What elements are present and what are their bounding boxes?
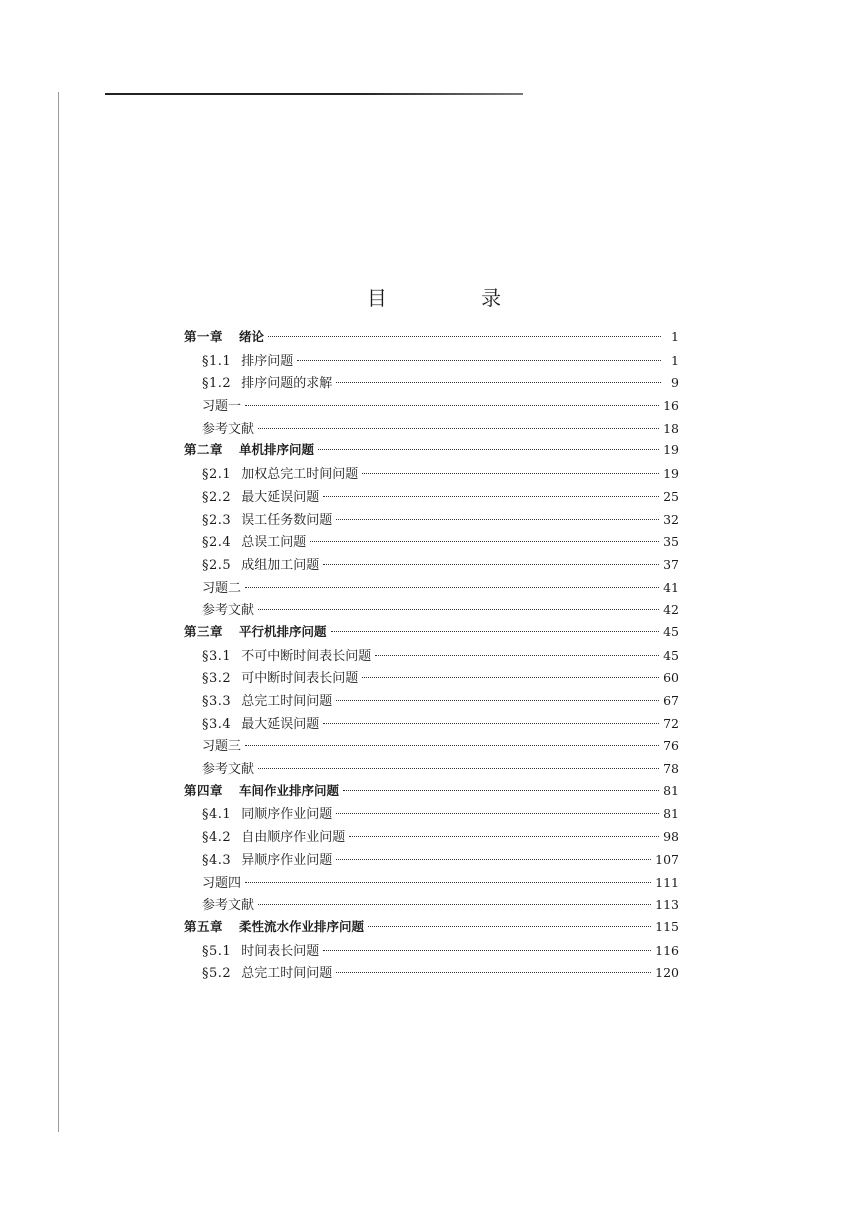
toc-chapter-entry[interactable] [184,327,679,350]
toc-entry-label: 时间表长问题 [241,943,320,959]
toc-entry-heading [202,372,332,391]
toc-entry-label: 车间作业排序问题 [239,782,340,798]
toc-entry-label: 习题二 [202,580,242,596]
dot-leader [258,609,659,610]
dot-leader [323,564,659,565]
toc-section-entry[interactable] [184,803,679,826]
toc-page-number: 41 [663,579,679,595]
toc-section-entry[interactable] [184,962,679,985]
toc-entry-heading [202,940,319,959]
page-title: 目 录 [366,286,546,310]
toc-entry-label: 总误工问题 [241,535,307,551]
dot-leader [245,587,659,588]
toc-page-number: 19 [663,466,679,482]
toc-entry-heading [202,849,332,868]
toc-entry-label: 柔性流水作业排序问题 [239,918,365,934]
toc-section-entry[interactable] [184,758,679,781]
toc-entry-heading [202,577,241,596]
toc-entry-heading [202,758,254,777]
toc-section-entry[interactable] [184,690,679,713]
toc-entry-number: §4.1 [202,807,232,823]
header-rule [105,93,523,95]
toc-entry-heading [184,440,314,458]
toc-entry-number: §1.1 [202,353,232,369]
toc-entry-label: 异顺序作业问题 [241,852,333,868]
toc-section-entry[interactable] [184,509,679,532]
toc-section-entry[interactable] [184,849,679,872]
toc-entry-number: §4.3 [202,852,232,868]
toc-entry-label: 加权总完工时间问题 [241,467,359,483]
toc-entry-number: §3.1 [202,648,232,664]
toc-entry-label: 不可中断时间表长问题 [241,648,372,664]
toc-entry-label: 排序问题的求解 [241,376,333,392]
toc-entry-heading [202,803,332,822]
dot-leader [336,382,661,383]
toc-entry-label: 最大延误问题 [241,716,320,732]
dot-leader [336,700,659,701]
toc-page-number: 45 [663,623,679,639]
toc-entry-number: §2.2 [202,489,232,505]
toc-entry-heading [184,327,264,345]
toc-section-entry[interactable] [184,577,679,600]
toc-page-number: 116 [655,942,679,958]
toc-section-entry[interactable] [184,645,679,668]
toc-entry-number: §2.1 [202,467,232,483]
dot-leader [258,904,651,905]
toc-page-number: 107 [655,851,679,867]
toc-entry-heading [202,735,241,754]
toc-entry-heading [202,509,332,528]
toc-section-entry[interactable] [184,872,679,895]
toc-entry-heading [202,350,293,369]
toc-page-number: 18 [663,420,679,436]
toc-page-number: 42 [663,602,679,618]
toc-entry-heading [202,463,358,482]
toc-entry-label: 总完工时间问题 [241,966,333,982]
toc-entry-number: §2.5 [202,557,232,573]
toc-entry-heading [202,418,254,437]
page-edge-line [58,92,59,1132]
toc-page-number: 16 [663,398,679,414]
toc-section-entry[interactable] [184,350,679,373]
toc-entry-number: §3.3 [202,694,232,709]
toc-entry-number: §5.1 [202,943,232,959]
toc-page-number: 98 [663,829,679,845]
dot-leader [336,813,659,814]
toc-page-number: 1 [671,352,679,368]
toc-section-entry[interactable] [184,395,679,418]
dot-leader [323,496,659,497]
dot-leader [368,926,651,927]
toc-entry-number: §2.3 [202,512,232,528]
toc-entry-number: §3.2 [202,671,232,687]
dot-leader [362,677,659,678]
toc-entry-label: 绪论 [239,329,265,344]
toc-section-entry[interactable] [184,599,679,622]
toc-entry-number: §3.4 [202,716,232,732]
toc-entry-heading [202,554,319,573]
toc-page-number: 32 [663,511,679,527]
toc-entry-number: §4.2 [202,830,232,846]
toc-chapter-entry[interactable] [184,622,679,645]
dot-leader [343,790,659,791]
toc-entry-label: 自由顺序作业问题 [241,830,346,846]
toc-section-entry[interactable] [184,940,679,963]
dot-leader [268,336,661,337]
toc-chapter-entry[interactable] [184,917,679,940]
toc-page-number: 72 [663,715,679,731]
toc-section-entry[interactable] [184,372,679,395]
toc-entry-heading [202,599,254,618]
toc-entry-heading [202,894,254,913]
toc-entry-heading [202,713,319,732]
toc-section-entry[interactable] [184,826,679,849]
toc-entry-label: 排序问题 [241,353,294,369]
toc-page-number: 60 [663,670,679,686]
toc-section-entry[interactable] [184,463,679,486]
toc-entry-heading [202,690,332,709]
dot-leader [245,882,651,883]
toc-entry-label: 平行机排序问题 [239,623,327,639]
dot-leader [318,449,659,450]
dot-leader [349,836,659,837]
toc-page-number: 115 [655,918,679,934]
dot-leader [331,631,660,632]
toc-page-number: 78 [663,761,679,777]
toc-page-number: 81 [663,782,679,798]
toc-entry-heading [202,645,371,664]
toc-entry-label: 误工任务数问题 [241,512,333,528]
dot-leader [245,405,659,406]
toc-entry-label: 参考文献 [202,421,255,437]
toc-entry-number: §5.2 [202,966,232,982]
dot-leader [362,473,659,474]
toc-page-number: 37 [663,556,679,572]
toc-entry-label: 参考文献 [202,762,255,778]
toc-entry-number: 第五章 [184,918,224,934]
toc-entry-heading [202,667,358,686]
dot-leader [336,519,659,520]
toc-page-number: 1 [671,329,679,344]
table-of-contents [184,327,679,985]
dot-leader [336,972,651,973]
toc-entry-label: 习题四 [202,875,242,891]
dot-leader [258,768,659,769]
toc-entry-label: 参考文献 [202,898,255,914]
toc-entry-label: 总完工时间问题 [241,694,333,709]
dot-leader [375,655,659,656]
toc-entry-heading [202,395,241,414]
toc-entry-heading [184,781,339,799]
dot-leader [258,428,659,429]
toc-entry-number: 第二章 [184,442,224,458]
toc-entry-heading [202,962,332,981]
toc-entry-label: 参考文献 [202,603,255,619]
toc-entry-label: 同顺序作业问题 [241,807,333,823]
toc-entry-heading [202,486,319,505]
toc-page-number: 81 [663,806,679,822]
toc-page-number: 111 [655,874,679,890]
toc-entry-heading [184,917,364,935]
toc-entry-label: 可中断时间表长问题 [241,671,359,687]
toc-entry-number: 第一章 [184,329,224,344]
dot-leader [323,723,659,724]
toc-section-entry[interactable] [184,894,679,917]
dot-leader [245,745,659,746]
toc-section-entry[interactable] [184,418,679,441]
toc-entry-number: 第三章 [184,623,224,639]
toc-page-number: 67 [663,693,679,708]
toc-entry-label: 成组加工问题 [241,557,320,573]
toc-entry-heading [202,872,241,891]
toc-entry-label: 习题三 [202,739,242,755]
toc-entry-label: 最大延误问题 [241,489,320,505]
toc-entry-label: 单机排序问题 [239,442,315,458]
toc-entry-label: 习题一 [202,399,242,415]
toc-page-number: 45 [663,647,679,663]
toc-section-entry[interactable] [184,667,679,690]
toc-page-number: 120 [655,965,679,981]
toc-entry-number: §2.4 [202,535,232,551]
dot-leader [297,360,661,361]
toc-section-entry[interactable] [184,486,679,509]
dot-leader [336,859,651,860]
toc-page-number: 19 [663,442,679,458]
toc-entry-number: 第四章 [184,782,224,798]
toc-page-number: 25 [663,488,679,504]
toc-section-entry[interactable] [184,531,679,554]
toc-entry-number: §1.2 [202,376,232,392]
toc-page-number: 76 [663,738,679,754]
toc-entry-heading [202,531,306,550]
toc-page-number: 35 [663,534,679,550]
toc-section-entry[interactable] [184,735,679,758]
toc-chapter-entry[interactable] [184,781,679,804]
dot-leader [310,541,659,542]
toc-section-entry[interactable] [184,554,679,577]
toc-section-entry[interactable] [184,713,679,736]
dot-leader [323,950,651,951]
toc-entry-heading [202,826,345,845]
toc-entry-heading [184,622,327,640]
toc-chapter-entry[interactable] [184,440,679,463]
toc-page-number: 9 [671,375,679,391]
toc-page-number: 113 [655,897,679,913]
